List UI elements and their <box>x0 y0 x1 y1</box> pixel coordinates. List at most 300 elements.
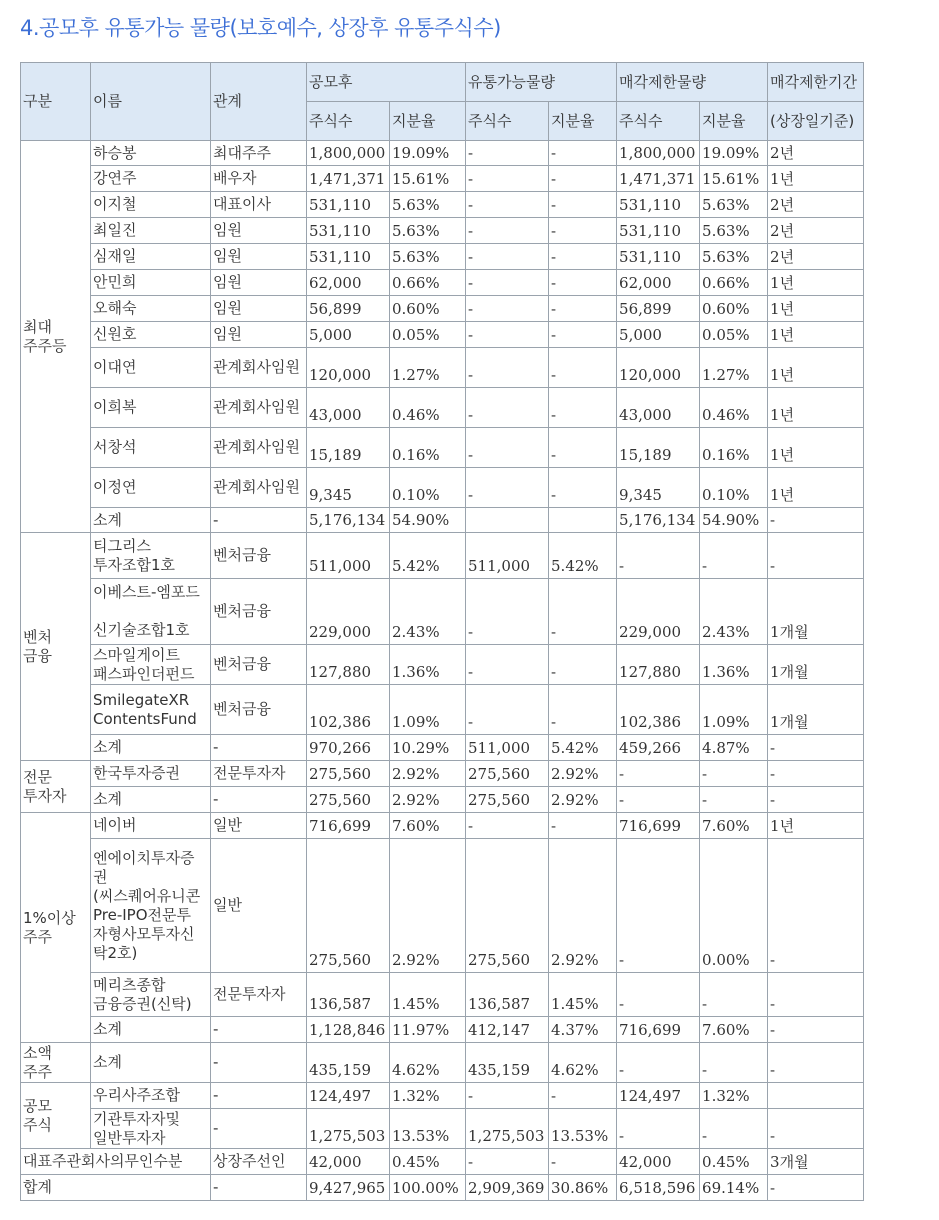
cell-restricted-ratio: 0.45% <box>700 1149 768 1175</box>
cell-tradable-ratio: 2.92% <box>549 787 617 813</box>
cell-post-ratio: 1.45% <box>390 973 466 1017</box>
cell-relation: - <box>211 735 307 761</box>
cell-restrict-period: 1개월 <box>768 579 864 645</box>
cell-tradable-ratio: - <box>549 1083 617 1109</box>
cell-relation: 최대주주 <box>211 141 307 166</box>
cell-restrict-period: 1년 <box>768 322 864 348</box>
cell-post-shares: 43,000 <box>307 388 390 428</box>
cell-tradable-ratio: - <box>549 296 617 322</box>
cell-post-ratio: 0.16% <box>390 428 466 468</box>
cell-tradable-ratio: 5.42% <box>549 735 617 761</box>
cell-tradable-ratio: - <box>549 348 617 388</box>
cell-restrict-period: 1년 <box>768 166 864 192</box>
cell-post-ratio: 54.90% <box>390 508 466 533</box>
group-label: 전문 투자자 <box>21 761 91 813</box>
cell-post-shares: 275,560 <box>307 787 390 813</box>
cell-restrict-period: 2년 <box>768 192 864 218</box>
cell-post-ratio: 0.05% <box>390 322 466 348</box>
cell-restricted-ratio: 0.05% <box>700 322 768 348</box>
table-row <box>21 166 864 192</box>
cell-name: 이대연 <box>91 348 211 388</box>
header-tradable: 유통가능물량 <box>466 63 617 102</box>
cell-restricted-shares: 56,899 <box>617 296 700 322</box>
cell-relation: - <box>211 508 307 533</box>
cell-post-shares: 120,000 <box>307 348 390 388</box>
page-title: 4.공모후 유통가능 물량(보호예수, 상장후 유통주식수) <box>20 16 501 40</box>
cell-name: 이정연 <box>91 468 211 508</box>
cell-restricted-shares: 716,699 <box>617 1017 700 1043</box>
header-restrict-period: 매각제한기간 <box>768 63 864 102</box>
cell-name: 신원호 <box>91 322 211 348</box>
cell-post-ratio: 2.92% <box>390 787 466 813</box>
subheader-ratio: 지분율 <box>700 102 768 141</box>
cell-post-ratio: 5.42% <box>390 533 466 579</box>
cell-restricted-shares: 5,176,134 <box>617 508 700 533</box>
cell-tradable-shares: - <box>466 813 549 839</box>
cell-tradable-shares: - <box>466 1149 549 1175</box>
subheader-period-basis: (상장일기준) <box>768 102 864 141</box>
cell-tradable-shares: 435,159 <box>466 1043 549 1083</box>
cell-tradable-ratio: 2.92% <box>549 839 617 973</box>
cell-restricted-shares: 124,497 <box>617 1083 700 1109</box>
cell-post-shares: 102,386 <box>307 685 390 735</box>
cell-tradable-shares: - <box>466 322 549 348</box>
cell-post-shares: 5,000 <box>307 322 390 348</box>
cell-post-ratio: 11.97% <box>390 1017 466 1043</box>
cell-restrict-period: 1년 <box>768 813 864 839</box>
cell-name: 소계 <box>91 735 211 761</box>
cell-name: 최일진 <box>91 218 211 244</box>
cell-relation: 관계회사임원 <box>211 428 307 468</box>
cell-post-shares: 229,000 <box>307 579 390 645</box>
cell-relation: 임원 <box>211 218 307 244</box>
cell-restricted-ratio: - <box>700 761 768 787</box>
cell-post-shares: 124,497 <box>307 1083 390 1109</box>
cell-post-shares: 531,110 <box>307 244 390 270</box>
cell-restricted-shares: 6,518,596 <box>617 1175 700 1201</box>
table-row <box>21 839 864 973</box>
cell-post-ratio: 1.36% <box>390 645 466 685</box>
cell-tradable-shares: 275,560 <box>466 761 549 787</box>
cell-tradable-ratio: - <box>549 388 617 428</box>
cell-restricted-ratio: 1.32% <box>700 1083 768 1109</box>
cell-restricted-ratio: 5.63% <box>700 244 768 270</box>
cell-restrict-period: - <box>768 533 864 579</box>
cell-restrict-period: 1년 <box>768 348 864 388</box>
cell-post-shares: 275,560 <box>307 839 390 973</box>
cell-restricted-shares: 459,266 <box>617 735 700 761</box>
cell-restricted-ratio: 0.46% <box>700 388 768 428</box>
cell-tradable-ratio: - <box>549 218 617 244</box>
cell-restricted-shares: 120,000 <box>617 348 700 388</box>
cell-relation: 전문투자자 <box>211 761 307 787</box>
cell-post-shares: 531,110 <box>307 218 390 244</box>
cell-post-shares: 1,800,000 <box>307 141 390 166</box>
group-label: 벤처 금융 <box>21 533 91 761</box>
header-name: 이름 <box>91 63 211 141</box>
cell-relation: 벤처금융 <box>211 645 307 685</box>
lockup-table <box>20 62 864 1201</box>
cell-name: 소계 <box>91 508 211 533</box>
cell-post-shares: 435,159 <box>307 1043 390 1083</box>
cell-name: 소계 <box>91 1017 211 1043</box>
cell-tradable-shares: - <box>466 468 549 508</box>
cell-tradable-ratio: - <box>549 645 617 685</box>
cell-tradable-ratio: - <box>549 579 617 645</box>
table-row <box>21 141 864 166</box>
cell-name: 우리사주조합 <box>91 1083 211 1109</box>
cell-relation: 벤처금융 <box>211 579 307 645</box>
cell-tradable-shares: 1,275,503 <box>466 1109 549 1149</box>
cell-tradable-ratio: 13.53% <box>549 1109 617 1149</box>
subheader-shares: 주식수 <box>466 102 549 141</box>
cell-tradable-shares: - <box>466 141 549 166</box>
table-row <box>21 973 864 1017</box>
cell-restricted-shares: 531,110 <box>617 218 700 244</box>
cell-post-shares: 1,128,846 <box>307 1017 390 1043</box>
cell-restrict-period: 2년 <box>768 244 864 270</box>
table-row <box>21 468 864 508</box>
table-row <box>21 1083 864 1109</box>
table-row <box>21 579 864 645</box>
cell-post-ratio: 2.92% <box>390 761 466 787</box>
cell-restricted-ratio: - <box>700 973 768 1017</box>
cell-restrict-period: - <box>768 973 864 1017</box>
table-row <box>21 218 864 244</box>
cell-relation: 관계회사임원 <box>211 348 307 388</box>
cell-post-shares: 15,189 <box>307 428 390 468</box>
cell-restrict-period: - <box>768 787 864 813</box>
cell-restricted-shares: - <box>617 1109 700 1149</box>
cell-relation: 전문투자자 <box>211 973 307 1017</box>
table-row <box>21 428 864 468</box>
cell-restricted-shares: 5,000 <box>617 322 700 348</box>
cell-post-ratio: 0.46% <box>390 388 466 428</box>
cell-restrict-period: - <box>768 508 864 533</box>
cell-relation: 임원 <box>211 244 307 270</box>
cell-post-shares: 62,000 <box>307 270 390 296</box>
cell-post-ratio: 100.00% <box>390 1175 466 1201</box>
table-row <box>21 1043 864 1083</box>
table-row <box>21 244 864 270</box>
cell-restricted-shares: 531,110 <box>617 192 700 218</box>
cell-post-shares: 5,176,134 <box>307 508 390 533</box>
group-label: 소액 주주 <box>21 1043 91 1083</box>
cell-tradable-ratio: - <box>549 141 617 166</box>
cell-relation: - <box>211 1043 307 1083</box>
cell-tradable-shares: 511,000 <box>466 735 549 761</box>
header-relation: 관계 <box>211 63 307 141</box>
cell-post-ratio: 5.63% <box>390 192 466 218</box>
cell-post-ratio: 0.66% <box>390 270 466 296</box>
row-label: 대표주관회사의무인수분 <box>21 1149 211 1175</box>
cell-name: 이베스트-엠포드 신기술조합1호 <box>91 579 211 645</box>
cell-restricted-shares: 716,699 <box>617 813 700 839</box>
cell-restricted-ratio: - <box>700 1043 768 1083</box>
cell-relation: 임원 <box>211 322 307 348</box>
cell-restricted-shares: 127,880 <box>617 645 700 685</box>
table-row <box>21 1109 864 1149</box>
cell-restricted-shares: 9,345 <box>617 468 700 508</box>
cell-restricted-ratio: 0.00% <box>700 839 768 973</box>
cell-tradable-shares: - <box>466 218 549 244</box>
cell-tradable-shares: - <box>466 192 549 218</box>
cell-restrict-period: - <box>768 1017 864 1043</box>
cell-post-shares: 42,000 <box>307 1149 390 1175</box>
cell-relation: 벤처금융 <box>211 533 307 579</box>
cell-restricted-shares: - <box>617 839 700 973</box>
cell-restricted-ratio: 5.63% <box>700 218 768 244</box>
cell-post-ratio: 13.53% <box>390 1109 466 1149</box>
cell-restricted-ratio: 5.63% <box>700 192 768 218</box>
cell-name: 소계 <box>91 1043 211 1083</box>
table-row <box>21 388 864 428</box>
cell-post-shares: 275,560 <box>307 761 390 787</box>
cell-relation: 관계회사임원 <box>211 388 307 428</box>
cell-restrict-period: - <box>768 761 864 787</box>
cell-name: 하승봉 <box>91 141 211 166</box>
cell-relation: - <box>211 1109 307 1149</box>
cell-post-ratio: 10.29% <box>390 735 466 761</box>
cell-restricted-shares: 42,000 <box>617 1149 700 1175</box>
cell-relation: 대표이사 <box>211 192 307 218</box>
cell-post-ratio: 0.60% <box>390 296 466 322</box>
cell-post-ratio: 1.32% <box>390 1083 466 1109</box>
table-row <box>21 533 864 579</box>
cell-post-shares: 9,427,965 <box>307 1175 390 1201</box>
cell-relation: 임원 <box>211 296 307 322</box>
cell-restricted-ratio: - <box>700 787 768 813</box>
cell-tradable-ratio: - <box>549 244 617 270</box>
cell-tradable-ratio: 1.45% <box>549 973 617 1017</box>
cell-restricted-ratio: 1.27% <box>700 348 768 388</box>
table-row <box>21 685 864 735</box>
cell-restricted-ratio: 0.66% <box>700 270 768 296</box>
cell-post-shares: 1,275,503 <box>307 1109 390 1149</box>
cell-tradable-shares: - <box>466 270 549 296</box>
group-label: 1%이상 주주 <box>21 813 91 1043</box>
cell-post-ratio: 1.09% <box>390 685 466 735</box>
cell-post-ratio: 2.43% <box>390 579 466 645</box>
table-row <box>21 322 864 348</box>
cell-restricted-shares: 15,189 <box>617 428 700 468</box>
cell-restrict-period: 1개월 <box>768 645 864 685</box>
mandatory-row <box>21 1149 864 1175</box>
cell-restrict-period: 2년 <box>768 141 864 166</box>
cell-tradable-shares <box>466 508 549 533</box>
cell-restrict-period <box>768 1083 864 1109</box>
subheader-shares: 주식수 <box>617 102 700 141</box>
subheader-ratio: 지분율 <box>549 102 617 141</box>
cell-name: 강연주 <box>91 166 211 192</box>
cell-post-ratio: 1.27% <box>390 348 466 388</box>
cell-name: 심재일 <box>91 244 211 270</box>
cell-post-ratio: 5.63% <box>390 218 466 244</box>
header-restricted: 매각제한물량 <box>617 63 768 102</box>
cell-name: 오해숙 <box>91 296 211 322</box>
cell-name: 티그리스 투자조합1호 <box>91 533 211 579</box>
cell-post-ratio: 4.62% <box>390 1043 466 1083</box>
cell-relation: 일반 <box>211 839 307 973</box>
cell-restricted-ratio: 1.09% <box>700 685 768 735</box>
cell-restrict-period: 1년 <box>768 270 864 296</box>
cell-restrict-period: 1년 <box>768 428 864 468</box>
cell-restrict-period: 1년 <box>768 388 864 428</box>
cell-restrict-period: 2년 <box>768 218 864 244</box>
cell-restricted-shares: 102,386 <box>617 685 700 735</box>
cell-post-ratio: 5.63% <box>390 244 466 270</box>
cell-restricted-shares: 229,000 <box>617 579 700 645</box>
cell-post-shares: 511,000 <box>307 533 390 579</box>
table-row <box>21 192 864 218</box>
cell-relation: - <box>211 1175 307 1201</box>
cell-name: 안민희 <box>91 270 211 296</box>
cell-tradable-ratio: - <box>549 166 617 192</box>
table-row <box>21 813 864 839</box>
cell-restrict-period: 3개월 <box>768 1149 864 1175</box>
cell-restricted-shares: 1,800,000 <box>617 141 700 166</box>
cell-restricted-ratio: 0.60% <box>700 296 768 322</box>
cell-restrict-period: 1년 <box>768 468 864 508</box>
cell-name: 메리츠종합 금융증권(신탁) <box>91 973 211 1017</box>
cell-restricted-shares: - <box>617 973 700 1017</box>
cell-tradable-ratio: - <box>549 322 617 348</box>
cell-name: 이지철 <box>91 192 211 218</box>
cell-tradable-shares: - <box>466 166 549 192</box>
cell-restricted-ratio: 54.90% <box>700 508 768 533</box>
cell-tradable-ratio: - <box>549 685 617 735</box>
cell-restricted-shares: - <box>617 533 700 579</box>
cell-restricted-shares: - <box>617 761 700 787</box>
cell-name: SmilegateXR ContentsFund <box>91 685 211 735</box>
cell-restrict-period: 1년 <box>768 296 864 322</box>
cell-tradable-ratio: 5.42% <box>549 533 617 579</box>
cell-restrict-period: - <box>768 839 864 973</box>
cell-restricted-shares: 43,000 <box>617 388 700 428</box>
cell-tradable-ratio: 4.37% <box>549 1017 617 1043</box>
table-row <box>21 296 864 322</box>
subheader-shares: 주식수 <box>307 102 390 141</box>
cell-post-ratio: 7.60% <box>390 813 466 839</box>
cell-relation: - <box>211 1017 307 1043</box>
cell-restricted-ratio: 1.36% <box>700 645 768 685</box>
cell-tradable-ratio: - <box>549 468 617 508</box>
cell-restricted-shares: 1,471,371 <box>617 166 700 192</box>
cell-restricted-ratio: 15.61% <box>700 166 768 192</box>
cell-tradable-ratio: 30.86% <box>549 1175 617 1201</box>
header-row <box>21 63 864 102</box>
cell-restricted-ratio: 0.10% <box>700 468 768 508</box>
table-row <box>21 348 864 388</box>
cell-relation: - <box>211 787 307 813</box>
table-row <box>21 508 864 533</box>
cell-tradable-shares: - <box>466 1083 549 1109</box>
header-group: 구분 <box>21 63 91 141</box>
cell-relation: 배우자 <box>211 166 307 192</box>
cell-restricted-ratio: 69.14% <box>700 1175 768 1201</box>
total-row <box>21 1175 864 1201</box>
cell-tradable-shares: - <box>466 428 549 468</box>
table-row <box>21 645 864 685</box>
cell-tradable-shares: 2,909,369 <box>466 1175 549 1201</box>
cell-tradable-ratio: - <box>549 428 617 468</box>
cell-tradable-shares: - <box>466 388 549 428</box>
cell-tradable-ratio: 4.62% <box>549 1043 617 1083</box>
cell-restrict-period: 1개월 <box>768 685 864 735</box>
cell-name: 엔에이치투자증 권 (씨스퀘어유니콘 Pre-IPO전문투 자형사모투자신 탁2호) <box>91 839 211 973</box>
cell-name: 네이버 <box>91 813 211 839</box>
cell-restricted-shares: - <box>617 1043 700 1083</box>
group-label: 공모 주식 <box>21 1083 91 1149</box>
table-row <box>21 735 864 761</box>
cell-restricted-shares: 531,110 <box>617 244 700 270</box>
header-post-ipo: 공모후 <box>307 63 466 102</box>
table-row <box>21 1017 864 1043</box>
cell-tradable-shares: - <box>466 579 549 645</box>
cell-tradable-shares: - <box>466 348 549 388</box>
cell-restricted-shares: - <box>617 787 700 813</box>
cell-post-ratio: 0.10% <box>390 468 466 508</box>
cell-tradable-shares: - <box>466 685 549 735</box>
cell-restricted-shares: 62,000 <box>617 270 700 296</box>
cell-restrict-period: - <box>768 1043 864 1083</box>
cell-name: 소계 <box>91 787 211 813</box>
cell-restricted-ratio: - <box>700 1109 768 1149</box>
subheader-ratio: 지분율 <box>390 102 466 141</box>
cell-relation: 상장주선인 <box>211 1149 307 1175</box>
cell-tradable-shares: 511,000 <box>466 533 549 579</box>
cell-post-shares: 716,699 <box>307 813 390 839</box>
cell-restricted-ratio: 4.87% <box>700 735 768 761</box>
group-label: 최대 주주등 <box>21 141 91 533</box>
row-label: 합계 <box>21 1175 211 1201</box>
cell-post-shares: 56,899 <box>307 296 390 322</box>
cell-name: 한국투자증권 <box>91 761 211 787</box>
cell-tradable-shares: 136,587 <box>466 973 549 1017</box>
cell-tradable-shares: 275,560 <box>466 839 549 973</box>
cell-restricted-ratio: - <box>700 533 768 579</box>
cell-tradable-ratio: 2.92% <box>549 761 617 787</box>
cell-name: 기관투자자및 일반투자자 <box>91 1109 211 1149</box>
cell-relation: 일반 <box>211 813 307 839</box>
cell-tradable-shares: 412,147 <box>466 1017 549 1043</box>
cell-tradable-ratio: - <box>549 1149 617 1175</box>
table-row <box>21 761 864 787</box>
cell-relation: 벤처금융 <box>211 685 307 735</box>
cell-post-ratio: 0.45% <box>390 1149 466 1175</box>
cell-post-ratio: 19.09% <box>390 141 466 166</box>
cell-tradable-shares: - <box>466 296 549 322</box>
cell-post-shares: 9,345 <box>307 468 390 508</box>
cell-restricted-ratio: 7.60% <box>700 813 768 839</box>
cell-restricted-ratio: 2.43% <box>700 579 768 645</box>
cell-relation: 임원 <box>211 270 307 296</box>
cell-tradable-ratio: - <box>549 270 617 296</box>
cell-tradable-shares: - <box>466 244 549 270</box>
cell-relation: 관계회사임원 <box>211 468 307 508</box>
cell-name: 서창석 <box>91 428 211 468</box>
cell-post-shares: 136,587 <box>307 973 390 1017</box>
cell-restrict-period: - <box>768 735 864 761</box>
cell-tradable-shares: 275,560 <box>466 787 549 813</box>
table-row <box>21 787 864 813</box>
cell-tradable-ratio: - <box>549 192 617 218</box>
cell-post-ratio: 2.92% <box>390 839 466 973</box>
cell-tradable-shares: - <box>466 645 549 685</box>
cell-tradable-ratio: - <box>549 813 617 839</box>
table-row <box>21 270 864 296</box>
cell-restricted-ratio: 19.09% <box>700 141 768 166</box>
